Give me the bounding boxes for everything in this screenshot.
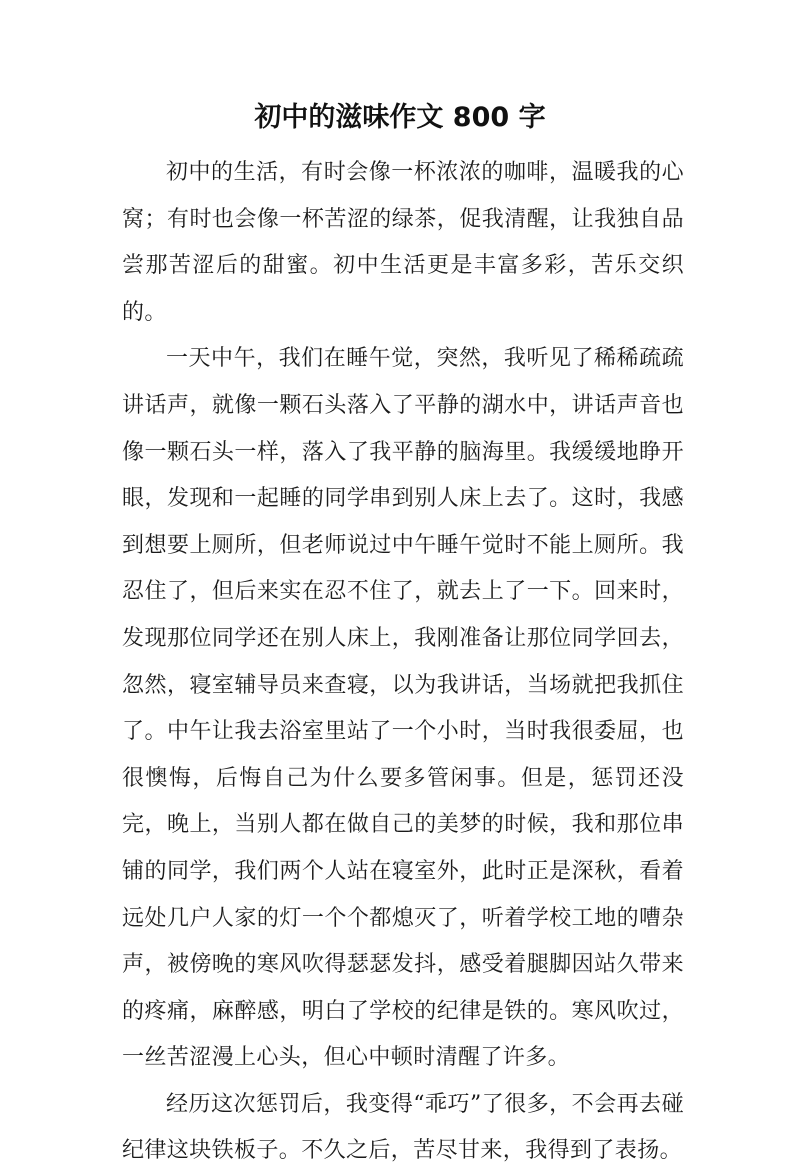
paragraph-1: 初中的生活，有时会像一杯浓浓的咖啡，温暖我的心窝；有时也会像一杯苦涩的绿茶，促我清醒，让我独自品尝那苦涩后的甜蜜。初中生活更是丰富多彩，苦乐交织的。: [122, 160, 684, 325]
paragraph-2: 一天中午，我们在睡午觉，突然，我听见了稀稀疏疏讲话声，就像一颗石头落入了平静的湖水中，讲话声音也像一颗石头一样，落入了我平静的脑海里。我缓缓地睁开眼，发现和一起睡的同学串到别人床上去了。这时，我感到想要上厕所，但老师说过中午睡午觉时不能上厕所。我忍住了，但后来实在忍不住了，就去上了一下。回来时，发现那位同学还在别人床上，我刚准备让那位同学回去，忽然，寝室辅导员来查寝，以为我讲话，当场就把我抓住了。中午让我去浴室里站了一个小时，当时我很委屈，也很懊悔，后悔自己为什么要多管闲事。但是，惩罚还没完，晚上，当别人都在做自己的美梦的时候，我和那位串铺的同学，我们两个人站在寝室外，此时正是深秋，看着远处几户人家的灯一个个都熄灭了，听着学校工地的嘈杂声，被傍晚的寒风吹得瑟瑟发抖，感受着腿脚因站久带来的疼痛，麻醉感，明白了学校的纪律是铁的。寒风吹过，一丝苦涩漫上心头，但心中顿时清醒了许多。: [122, 346, 684, 1071]
document-body: [122, 150, 684, 1175]
paragraph-3: 经历这次惩罚后，我变得“乖巧”了很多，不会再去碰纪律这块铁板子。不久之后，苦尽甘来，我得到了表扬。: [122, 1091, 684, 1164]
document-title: 初中的滋味作文 800 字: [254, 102, 546, 133]
